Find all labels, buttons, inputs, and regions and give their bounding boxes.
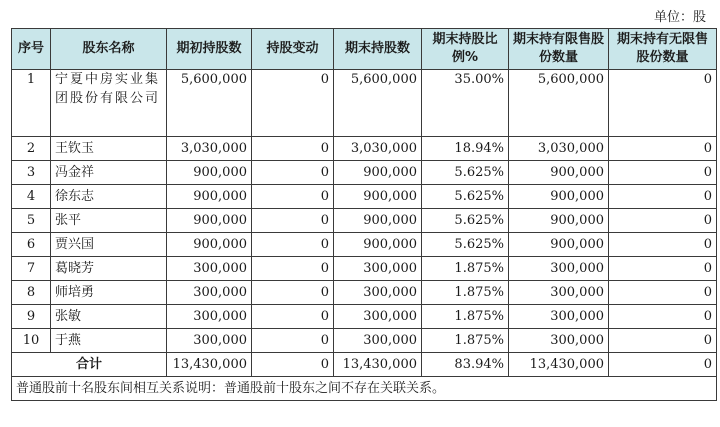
unrestricted-shares: 0 <box>609 161 717 185</box>
total-label: 合计 <box>12 353 167 377</box>
begin-shares: 300,000 <box>167 281 252 305</box>
end-shares: 900,000 <box>334 185 422 209</box>
total-unrestricted-shares: 0 <box>609 353 717 377</box>
table-row <box>12 257 717 281</box>
total-row <box>12 353 717 377</box>
share-change: 0 <box>252 233 334 257</box>
restricted-shares: 5,600,000 <box>509 70 609 137</box>
begin-shares: 300,000 <box>167 305 252 329</box>
end-ratio: 5.625% <box>422 233 509 257</box>
row-number: 5 <box>12 209 51 233</box>
restricted-shares: 900,000 <box>509 185 609 209</box>
end-shares: 900,000 <box>334 161 422 185</box>
total-end-shares: 13,430,000 <box>334 353 422 377</box>
share-change: 0 <box>252 137 334 161</box>
table-row <box>12 70 717 137</box>
total-begin-shares: 13,430,000 <box>167 353 252 377</box>
shareholder-name: 葛晓芳 <box>51 257 167 281</box>
begin-shares: 900,000 <box>167 209 252 233</box>
share-change: 0 <box>252 329 334 353</box>
shareholder-name: 师培勇 <box>51 281 167 305</box>
unrestricted-shares: 0 <box>609 329 717 353</box>
unrestricted-shares: 0 <box>609 137 717 161</box>
total-end-ratio: 83.94% <box>422 353 509 377</box>
restricted-shares: 300,000 <box>509 329 609 353</box>
header-cell: 股东名称 <box>51 29 167 70</box>
table-row <box>12 209 717 233</box>
end-ratio: 18.94% <box>422 137 509 161</box>
table-row <box>12 161 717 185</box>
header-cell: 期初持股数 <box>167 29 252 70</box>
row-number: 8 <box>12 281 51 305</box>
shareholder-name: 于燕 <box>51 329 167 353</box>
header-cell: 期末持股数 <box>334 29 422 70</box>
row-number: 9 <box>12 305 51 329</box>
restricted-shares: 300,000 <box>509 305 609 329</box>
total-restricted-shares: 13,430,000 <box>509 353 609 377</box>
shareholder-name: 宁夏中房实业集团股份有限公司 <box>51 70 167 137</box>
shareholder-name: 张平 <box>51 209 167 233</box>
end-shares: 300,000 <box>334 257 422 281</box>
end-ratio: 5.625% <box>422 209 509 233</box>
table-row <box>12 305 717 329</box>
table-row <box>12 185 717 209</box>
row-number: 3 <box>12 161 51 185</box>
row-number: 6 <box>12 233 51 257</box>
end-ratio: 1.875% <box>422 257 509 281</box>
begin-shares: 900,000 <box>167 233 252 257</box>
end-ratio: 1.875% <box>422 329 509 353</box>
end-shares: 300,000 <box>334 281 422 305</box>
relationship-note: 普通股前十名股东间相互关系说明：普通股前十股东之间不存在关联关系。 <box>12 377 717 401</box>
share-change: 0 <box>252 305 334 329</box>
shareholder-name: 冯金祥 <box>51 161 167 185</box>
header-row <box>12 29 717 70</box>
unit-label: 单位：股 <box>653 10 706 25</box>
table-row <box>12 233 717 257</box>
shareholder-name: 徐东志 <box>51 185 167 209</box>
end-ratio: 5.625% <box>422 185 509 209</box>
header-cell: 期末持有限售股份数量 <box>509 29 609 70</box>
restricted-shares: 900,000 <box>509 233 609 257</box>
shareholder-name: 王钦玉 <box>51 137 167 161</box>
begin-shares: 5,600,000 <box>167 70 252 137</box>
header-cell: 序号 <box>12 29 51 70</box>
unrestricted-shares: 0 <box>609 257 717 281</box>
shareholder-name: 贾兴国 <box>51 233 167 257</box>
unrestricted-shares: 0 <box>609 70 717 137</box>
row-number: 10 <box>12 329 51 353</box>
begin-shares: 900,000 <box>167 185 252 209</box>
begin-shares: 3,030,000 <box>167 137 252 161</box>
table-row <box>12 137 717 161</box>
begin-shares: 300,000 <box>167 257 252 281</box>
header-cell: 期末持股比例% <box>422 29 509 70</box>
header-cell: 期末持有无限售股份数量 <box>609 29 717 70</box>
end-shares: 3,030,000 <box>334 137 422 161</box>
end-shares: 5,600,000 <box>334 70 422 137</box>
unrestricted-shares: 0 <box>609 305 717 329</box>
shareholder-table <box>11 28 717 401</box>
unrestricted-shares: 0 <box>609 233 717 257</box>
row-number: 4 <box>12 185 51 209</box>
end-ratio: 5.625% <box>422 161 509 185</box>
end-shares: 300,000 <box>334 305 422 329</box>
total-share-change: 0 <box>252 353 334 377</box>
restricted-shares: 300,000 <box>509 281 609 305</box>
end-shares: 900,000 <box>334 233 422 257</box>
end-shares: 300,000 <box>334 329 422 353</box>
end-ratio: 35.00% <box>422 70 509 137</box>
share-change: 0 <box>252 281 334 305</box>
unrestricted-shares: 0 <box>609 185 717 209</box>
end-ratio: 1.875% <box>422 281 509 305</box>
unrestricted-shares: 0 <box>609 209 717 233</box>
begin-shares: 900,000 <box>167 161 252 185</box>
header-cell: 持股变动 <box>252 29 334 70</box>
table-row <box>12 281 717 305</box>
unrestricted-shares: 0 <box>609 281 717 305</box>
share-change: 0 <box>252 185 334 209</box>
row-number: 7 <box>12 257 51 281</box>
share-change: 0 <box>252 257 334 281</box>
restricted-shares: 3,030,000 <box>509 137 609 161</box>
share-change: 0 <box>252 209 334 233</box>
restricted-shares: 900,000 <box>509 161 609 185</box>
restricted-shares: 900,000 <box>509 209 609 233</box>
begin-shares: 300,000 <box>167 329 252 353</box>
share-change: 0 <box>252 70 334 137</box>
table-row <box>12 329 717 353</box>
restricted-shares: 300,000 <box>509 257 609 281</box>
note-row <box>12 377 717 401</box>
row-number: 1 <box>12 70 51 137</box>
shareholder-name: 张敏 <box>51 305 167 329</box>
end-shares: 900,000 <box>334 209 422 233</box>
row-number: 2 <box>12 137 51 161</box>
end-ratio: 1.875% <box>422 305 509 329</box>
share-change: 0 <box>252 161 334 185</box>
